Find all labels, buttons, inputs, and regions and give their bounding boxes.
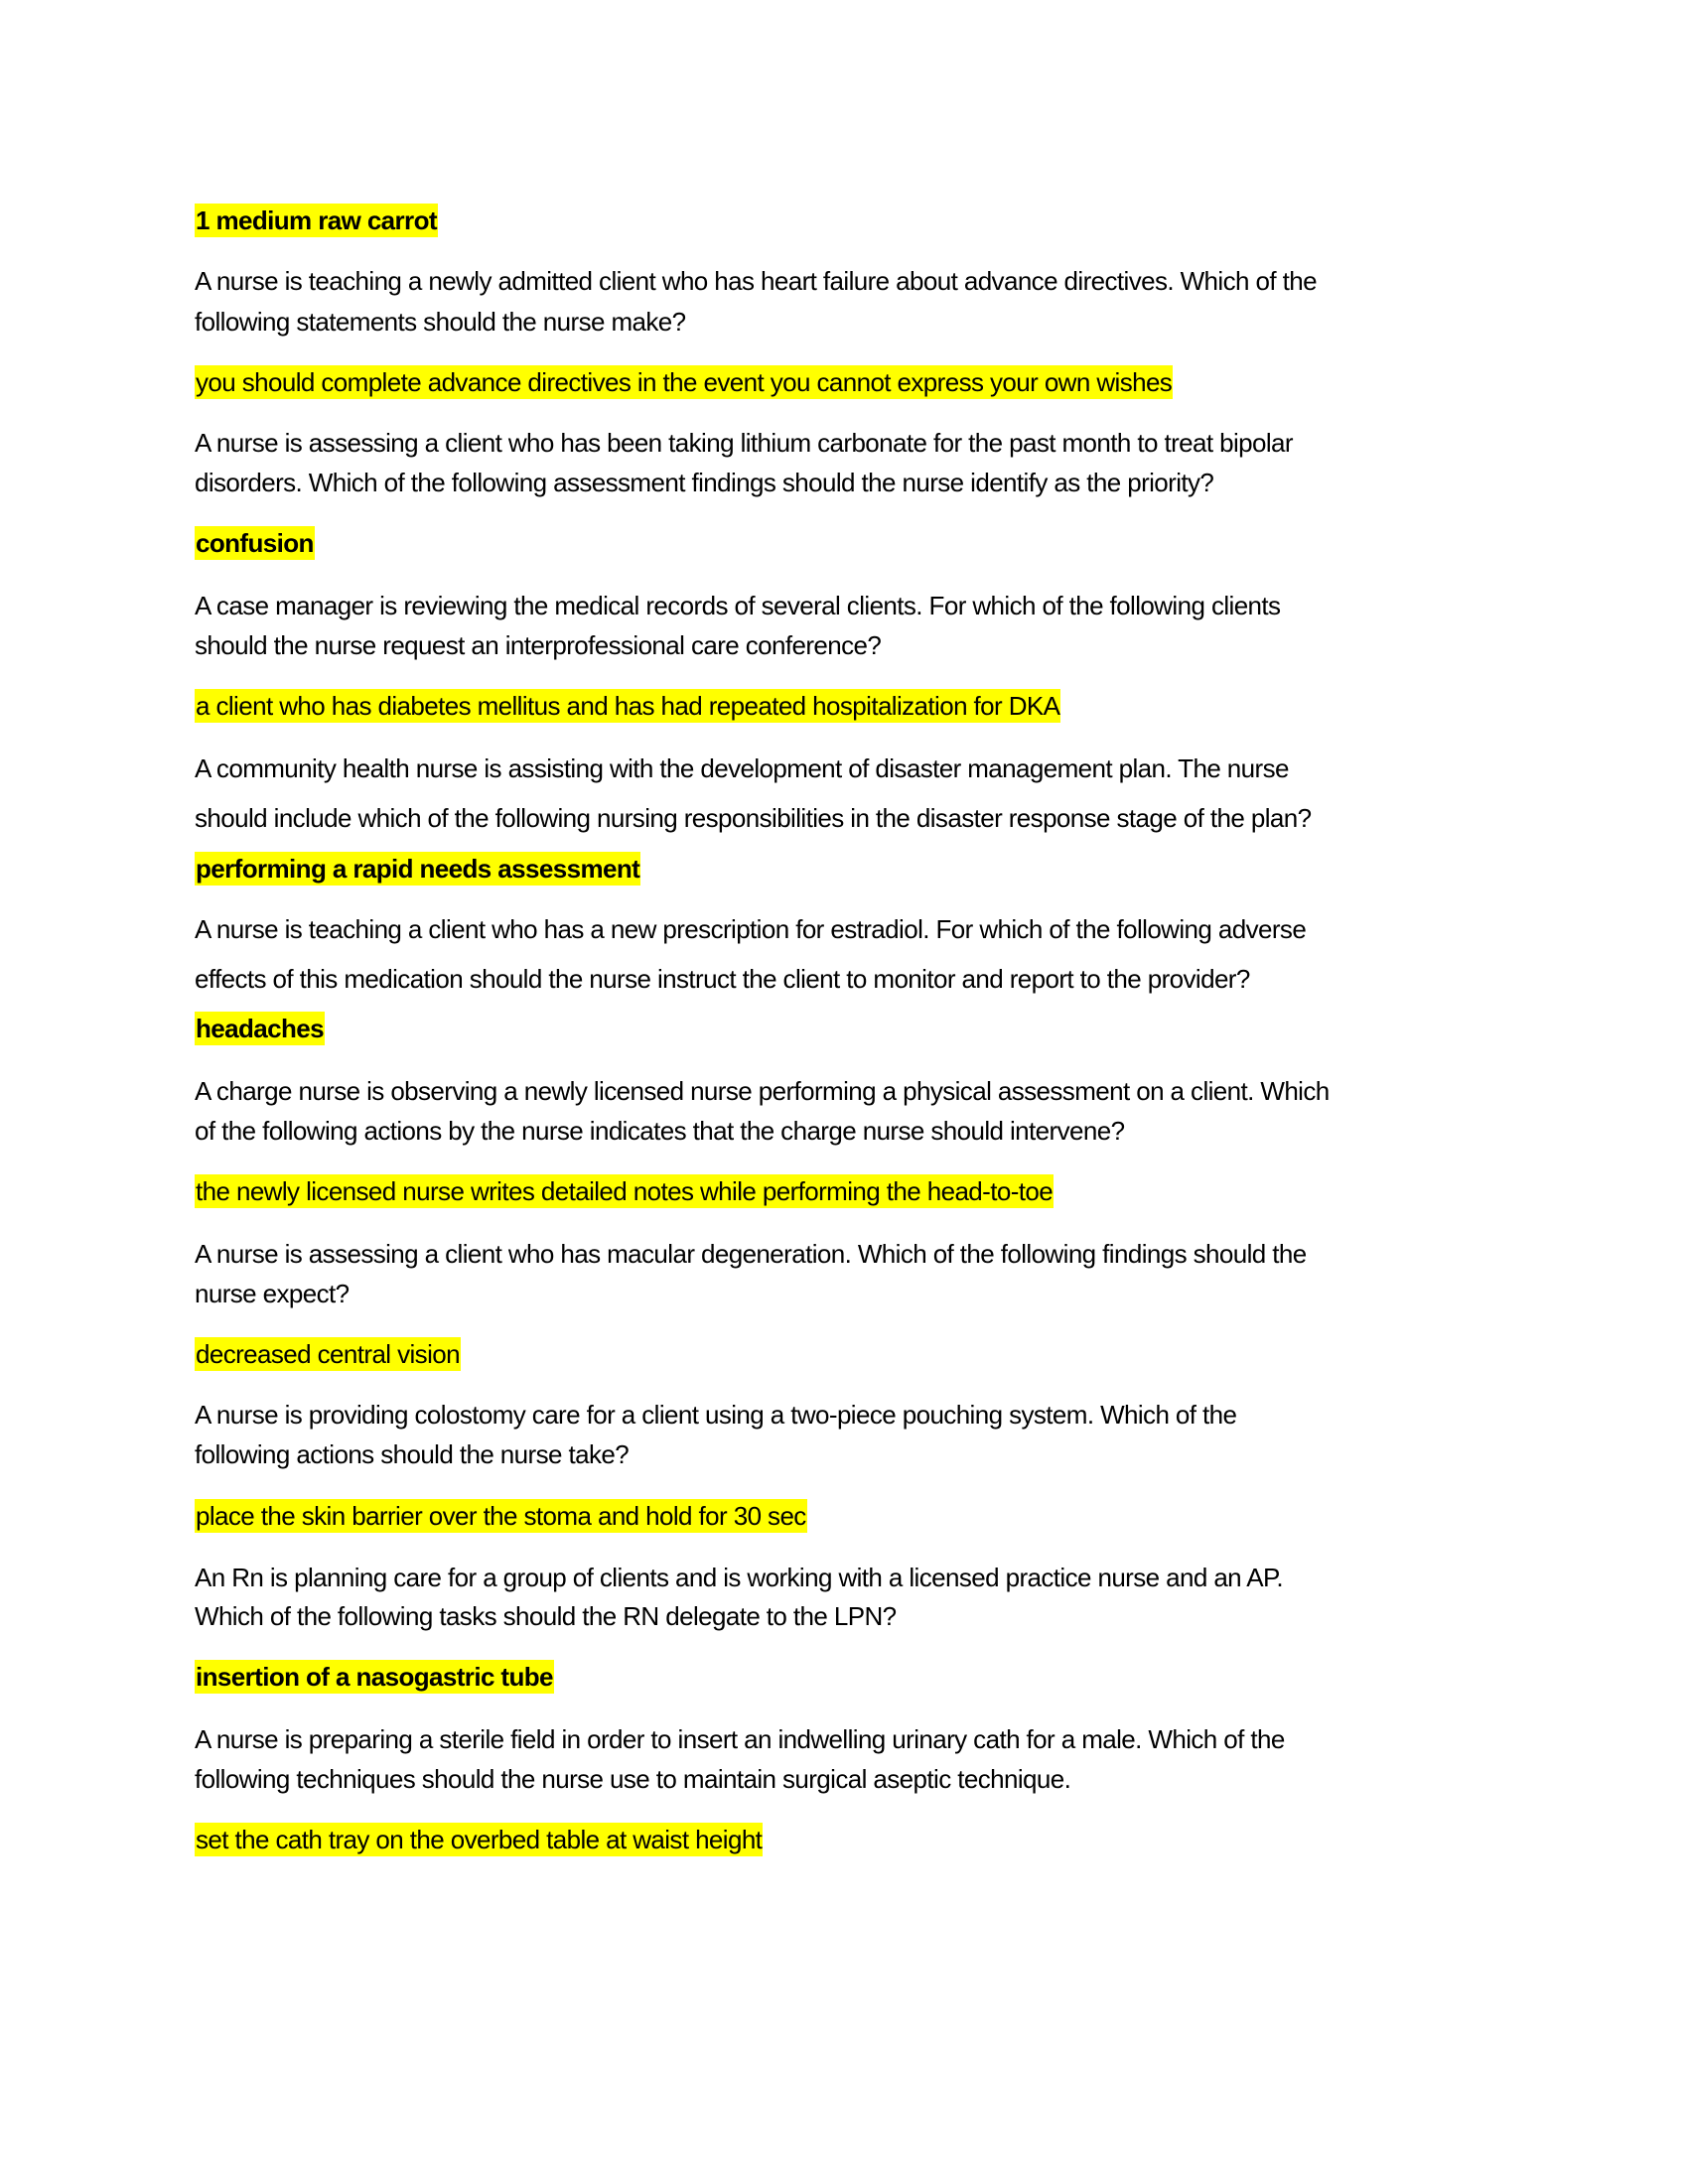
- question-text: should include which of the following nursing responsibilities in the disaster response stage of the plan?: [195, 803, 1312, 833]
- question-text: effects of this medication should the nurse instruct the client to monitor and report to the provider?: [195, 964, 1250, 994]
- question-text: A community health nurse is assisting with the development of disaster management plan. The nurse: [195, 753, 1289, 783]
- question-text: nurse expect?: [195, 1279, 350, 1308]
- question-text: disorders. Which of the following assessment findings should the nurse identify as the priority?: [195, 468, 1214, 497]
- question-text: following techniques should the nurse use to maintain surgical aseptic technique.: [195, 1764, 1071, 1794]
- question-text: A case manager is reviewing the medical records of several clients. For which of the following clients: [195, 591, 1281, 620]
- question-text: should the nurse request an interprofessional care conference?: [195, 630, 882, 660]
- answer-highlight: confusion: [196, 528, 314, 558]
- question-text: following actions should the nurse take?: [195, 1439, 630, 1469]
- question-text: An Rn is planning care for a group of clients and is working with a licensed practice nurse and an AP.: [195, 1563, 1283, 1592]
- question-text: A charge nurse is observing a newly licensed nurse performing a physical assessment on a client. Which: [195, 1076, 1330, 1106]
- answer-highlight: a client who has diabetes mellitus and has had repeated hospitalization for DKA: [196, 691, 1060, 721]
- question-text: A nurse is assessing a client who has been taking lithium carbonate for the past month to treat bipolar: [195, 428, 1293, 458]
- answer-highlight: you should complete advance directives in the event you cannot express your own wishes: [196, 367, 1173, 397]
- answer-highlight: the newly licensed nurse writes detailed notes while performing the head-to-toe: [196, 1176, 1054, 1206]
- question-text: Which of the following tasks should the RN delegate to the LPN?: [195, 1601, 897, 1631]
- answer-highlight: insertion of a nasogastric tube: [196, 1662, 553, 1692]
- question-text: A nurse is teaching a client who has a new prescription for estradiol. For which of the following adverse: [195, 914, 1307, 944]
- answer-highlight: headaches: [196, 1014, 325, 1043]
- answer-highlight: place the skin barrier over the stoma and hold for 30 sec: [196, 1501, 806, 1531]
- answer-highlight: 1 medium raw carrot: [196, 205, 437, 235]
- question-text: of the following actions by the nurse indicates that the charge nurse should intervene?: [195, 1116, 1125, 1146]
- question-text: A nurse is providing colostomy care for a client using a two-piece pouching system. Which of the: [195, 1400, 1237, 1430]
- answer-highlight: set the cath tray on the overbed table at waist height: [196, 1825, 763, 1854]
- question-text: A nurse is teaching a newly admitted client who has heart failure about advance directives. Which of the: [195, 266, 1317, 296]
- question-text: A nurse is preparing a sterile field in order to insert an indwelling urinary cath for a male. Which of the: [195, 1724, 1285, 1754]
- question-text: following statements should the nurse make?: [195, 307, 686, 337]
- answer-highlight: performing a rapid needs assessment: [196, 854, 640, 884]
- answer-highlight: decreased central vision: [196, 1339, 460, 1369]
- question-text: A nurse is assessing a client who has macular degeneration. Which of the following findings should the: [195, 1239, 1307, 1269]
